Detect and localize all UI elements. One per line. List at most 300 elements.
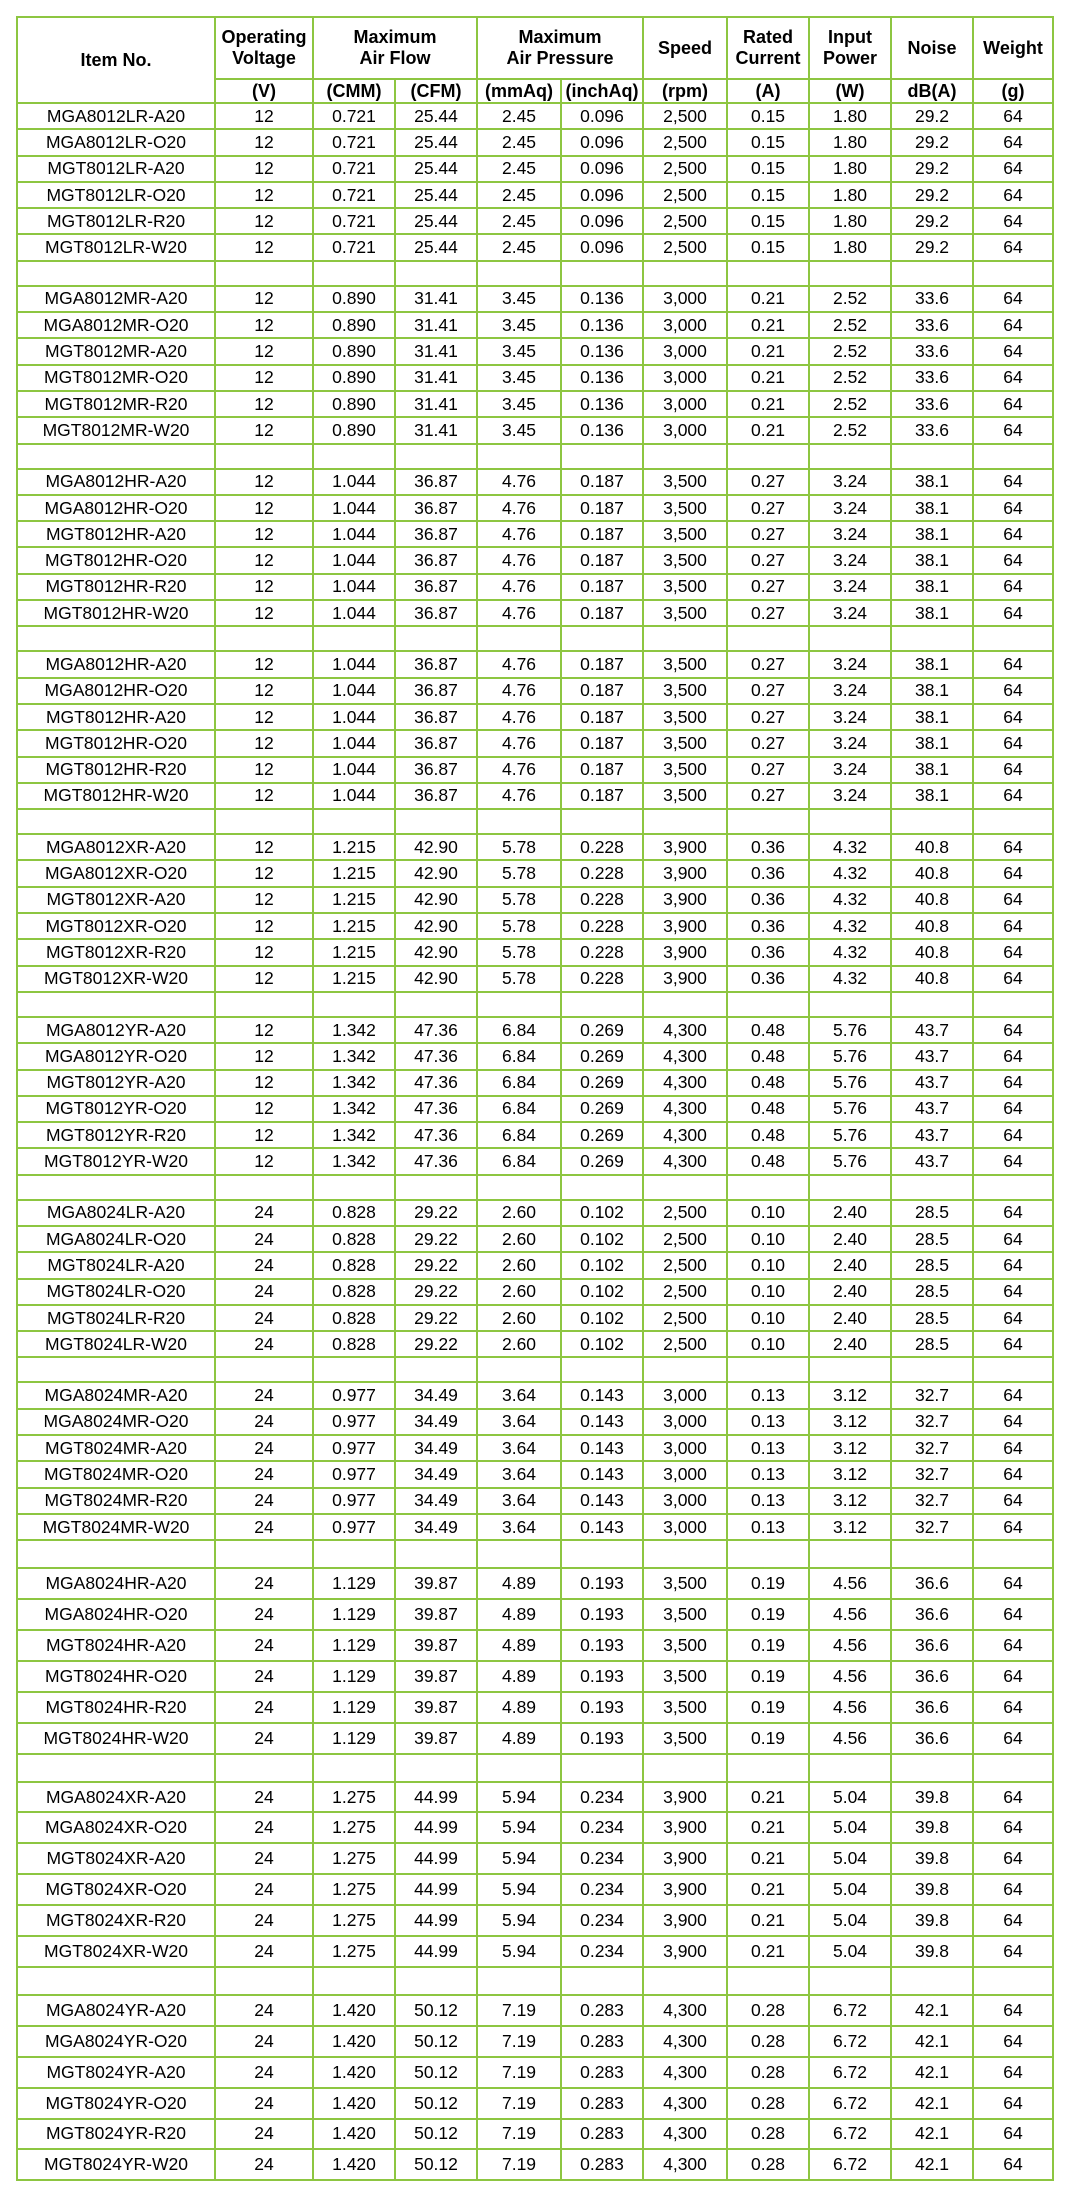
- rpm-cell: 2,500: [643, 1226, 727, 1252]
- voltage-cell: 12: [215, 1070, 313, 1096]
- power-cell: 2.40: [809, 1200, 891, 1226]
- rpm-cell: 3,900: [643, 1874, 727, 1905]
- item-no-cell: MGT8012MR-W20: [17, 417, 215, 443]
- table-row: [17, 1148, 1053, 1174]
- table-row: [17, 2026, 1053, 2057]
- rpm-cell: 4,300: [643, 1122, 727, 1148]
- cmm-cell: 0.977: [313, 1461, 395, 1487]
- cfm-cell: 50.12: [395, 2149, 477, 2180]
- inchaq-cell: 0.096: [561, 208, 643, 234]
- noise-cell: 40.8: [891, 939, 973, 965]
- mmaq-cell: 4.76: [477, 704, 561, 730]
- table-row: [17, 338, 1053, 364]
- item-no-cell: MGT8024YR-R20: [17, 2119, 215, 2150]
- voltage-cell: 24: [215, 1843, 313, 1874]
- power-cell: 3.24: [809, 704, 891, 730]
- mmaq-cell: 7.19: [477, 2088, 561, 2119]
- spacer-cell: [477, 992, 561, 1017]
- voltage-cell: 24: [215, 1995, 313, 2026]
- mmaq-cell: 4.76: [477, 600, 561, 626]
- cmm-cell: 1.129: [313, 1599, 395, 1630]
- weight-cell: 64: [973, 1692, 1053, 1723]
- rpm-cell: 3,900: [643, 1905, 727, 1936]
- noise-cell: 42.1: [891, 2149, 973, 2180]
- voltage-cell: 12: [215, 312, 313, 338]
- mmaq-cell: 2.60: [477, 1252, 561, 1278]
- power-cell: 4.32: [809, 887, 891, 913]
- rpm-cell: 3,000: [643, 312, 727, 338]
- weight-cell: 64: [973, 966, 1053, 992]
- inchaq-cell: 0.228: [561, 913, 643, 939]
- noise-cell: 28.5: [891, 1331, 973, 1357]
- rpm-cell: 3,500: [643, 678, 727, 704]
- cfm-cell: 25.44: [395, 208, 477, 234]
- current-cell: 0.28: [727, 2119, 809, 2150]
- current-cell: 0.48: [727, 1148, 809, 1174]
- voltage-cell: 12: [215, 834, 313, 860]
- spacer-cell: [313, 261, 395, 286]
- noise-cell: 29.2: [891, 208, 973, 234]
- weight-cell: 64: [973, 286, 1053, 312]
- mmaq-cell: 4.89: [477, 1661, 561, 1692]
- power-cell: 3.24: [809, 651, 891, 677]
- cmm-cell: 1.044: [313, 783, 395, 809]
- rpm-cell: 3,000: [643, 1435, 727, 1461]
- item-no-cell: MGT8012XR-O20: [17, 913, 215, 939]
- voltage-cell: 12: [215, 103, 313, 129]
- table-row: [17, 783, 1053, 809]
- weight-cell: 64: [973, 1488, 1053, 1514]
- power-cell: 2.40: [809, 1279, 891, 1305]
- item-no-cell: MGA8024XR-A20: [17, 1782, 215, 1813]
- weight-cell: 64: [973, 495, 1053, 521]
- cfm-cell: 42.90: [395, 966, 477, 992]
- power-cell: 5.76: [809, 1148, 891, 1174]
- cmm-cell: 0.890: [313, 365, 395, 391]
- unit-inchaq: (inchAq): [561, 79, 643, 103]
- spacer-cell: [395, 444, 477, 469]
- spacer-cell: [727, 626, 809, 651]
- current-cell: 0.27: [727, 704, 809, 730]
- cmm-cell: 0.828: [313, 1252, 395, 1278]
- inchaq-cell: 0.136: [561, 365, 643, 391]
- noise-cell: 36.6: [891, 1692, 973, 1723]
- mmaq-cell: 3.64: [477, 1435, 561, 1461]
- noise-cell: 43.7: [891, 1096, 973, 1122]
- weight-cell: 64: [973, 1122, 1053, 1148]
- rpm-cell: 3,000: [643, 1488, 727, 1514]
- noise-cell: 28.5: [891, 1305, 973, 1331]
- inchaq-cell: 0.228: [561, 966, 643, 992]
- weight-cell: 64: [973, 1599, 1053, 1630]
- cmm-cell: 1.215: [313, 913, 395, 939]
- weight-cell: 64: [973, 757, 1053, 783]
- item-no-cell: MGA8024HR-O20: [17, 1599, 215, 1630]
- rpm-cell: 2,500: [643, 1279, 727, 1305]
- spacer-cell: [891, 1175, 973, 1200]
- spacer-cell: [477, 1175, 561, 1200]
- item-no-cell: MGA8012LR-O20: [17, 129, 215, 155]
- current-cell: 0.36: [727, 939, 809, 965]
- noise-cell: 43.7: [891, 1070, 973, 1096]
- spacer-cell: [809, 1754, 891, 1782]
- power-cell: 1.80: [809, 182, 891, 208]
- power-cell: 3.24: [809, 521, 891, 547]
- cfm-cell: 47.36: [395, 1017, 477, 1043]
- cmm-cell: 0.977: [313, 1514, 395, 1540]
- table-row: [17, 1252, 1053, 1278]
- voltage-cell: 24: [215, 1568, 313, 1599]
- weight-cell: 64: [973, 678, 1053, 704]
- inchaq-cell: 0.283: [561, 1995, 643, 2026]
- spacer-cell: [395, 1967, 477, 1995]
- table-row: [17, 1568, 1053, 1599]
- weight-cell: 64: [973, 1017, 1053, 1043]
- current-cell: 0.27: [727, 469, 809, 495]
- header-pressure: Maximum Air Pressure: [477, 17, 643, 79]
- noise-cell: 33.6: [891, 417, 973, 443]
- noise-cell: 33.6: [891, 391, 973, 417]
- mmaq-cell: 5.78: [477, 834, 561, 860]
- spacer-cell: [643, 261, 727, 286]
- weight-cell: 64: [973, 129, 1053, 155]
- current-cell: 0.21: [727, 312, 809, 338]
- weight-cell: 64: [973, 1070, 1053, 1096]
- mmaq-cell: 7.19: [477, 2057, 561, 2088]
- mmaq-cell: 4.76: [477, 678, 561, 704]
- cmm-cell: 1.044: [313, 678, 395, 704]
- inchaq-cell: 0.187: [561, 757, 643, 783]
- spacer-cell: [891, 444, 973, 469]
- table-row: [17, 1874, 1053, 1905]
- table-row: [17, 1843, 1053, 1874]
- power-cell: 6.72: [809, 1995, 891, 2026]
- cfm-cell: 50.12: [395, 2057, 477, 2088]
- cfm-cell: 34.49: [395, 1514, 477, 1540]
- inchaq-cell: 0.283: [561, 2088, 643, 2119]
- cmm-cell: 1.275: [313, 1936, 395, 1967]
- weight-cell: 64: [973, 1461, 1053, 1487]
- weight-cell: 64: [973, 1661, 1053, 1692]
- power-cell: 3.12: [809, 1382, 891, 1408]
- item-no-cell: MGA8024YR-A20: [17, 1995, 215, 2026]
- rpm-cell: 3,500: [643, 1661, 727, 1692]
- inchaq-cell: 0.187: [561, 469, 643, 495]
- power-cell: 3.24: [809, 547, 891, 573]
- voltage-cell: 24: [215, 1812, 313, 1843]
- weight-cell: 64: [973, 834, 1053, 860]
- spacer-cell: [727, 1357, 809, 1382]
- spacer-cell: [561, 1540, 643, 1568]
- noise-cell: 29.2: [891, 156, 973, 182]
- inchaq-cell: 0.187: [561, 678, 643, 704]
- inchaq-cell: 0.096: [561, 129, 643, 155]
- cfm-cell: 36.87: [395, 521, 477, 547]
- rpm-cell: 2,500: [643, 182, 727, 208]
- weight-cell: 64: [973, 1723, 1053, 1754]
- voltage-cell: 12: [215, 156, 313, 182]
- cfm-cell: 31.41: [395, 417, 477, 443]
- spacer-cell: [727, 1540, 809, 1568]
- header-airflow: Maximum Air Flow: [313, 17, 477, 79]
- rpm-cell: 3,500: [643, 1568, 727, 1599]
- noise-cell: 42.1: [891, 2057, 973, 2088]
- current-cell: 0.21: [727, 391, 809, 417]
- weight-cell: 64: [973, 1435, 1053, 1461]
- table-row: [17, 1936, 1053, 1967]
- rpm-cell: 3,900: [643, 913, 727, 939]
- current-cell: 0.36: [727, 966, 809, 992]
- table-row: [17, 1200, 1053, 1226]
- table-row: [17, 887, 1053, 913]
- spacer-cell: [973, 1357, 1053, 1382]
- rpm-cell: 3,900: [643, 1843, 727, 1874]
- item-no-cell: MGA8012HR-A20: [17, 469, 215, 495]
- noise-cell: 38.1: [891, 730, 973, 756]
- noise-cell: 36.6: [891, 1723, 973, 1754]
- inchaq-cell: 0.283: [561, 2149, 643, 2180]
- table-row: [17, 2057, 1053, 2088]
- noise-cell: 42.1: [891, 2026, 973, 2057]
- power-cell: 3.24: [809, 495, 891, 521]
- rpm-cell: 3,900: [643, 966, 727, 992]
- table-row: [17, 1226, 1053, 1252]
- inchaq-cell: 0.187: [561, 600, 643, 626]
- spacer-cell: [973, 1175, 1053, 1200]
- inchaq-cell: 0.193: [561, 1630, 643, 1661]
- mmaq-cell: 4.89: [477, 1723, 561, 1754]
- spacer-cell: [215, 1967, 313, 1995]
- item-no-cell: MGT8024MR-W20: [17, 1514, 215, 1540]
- spacer-cell: [395, 1175, 477, 1200]
- item-no-cell: MGA8012MR-O20: [17, 312, 215, 338]
- noise-cell: 32.7: [891, 1435, 973, 1461]
- cfm-cell: 50.12: [395, 2119, 477, 2150]
- noise-cell: 32.7: [891, 1409, 973, 1435]
- table-row: [17, 1331, 1053, 1357]
- spacer-cell: [891, 1357, 973, 1382]
- current-cell: 0.28: [727, 2057, 809, 2088]
- inchaq-cell: 0.193: [561, 1723, 643, 1754]
- item-no-cell: MGT8024LR-R20: [17, 1305, 215, 1331]
- spacer-cell: [727, 1754, 809, 1782]
- cfm-cell: 25.44: [395, 234, 477, 260]
- cfm-cell: 44.99: [395, 1843, 477, 1874]
- mmaq-cell: 3.45: [477, 417, 561, 443]
- table-row: [17, 1017, 1053, 1043]
- inchaq-cell: 0.234: [561, 1782, 643, 1813]
- cmm-cell: 0.890: [313, 391, 395, 417]
- spacer-cell: [477, 1357, 561, 1382]
- cmm-cell: 1.044: [313, 495, 395, 521]
- cmm-cell: 1.275: [313, 1874, 395, 1905]
- current-cell: 0.10: [727, 1279, 809, 1305]
- power-cell: 4.32: [809, 966, 891, 992]
- voltage-cell: 24: [215, 2026, 313, 2057]
- table-row: [17, 1692, 1053, 1723]
- inchaq-cell: 0.234: [561, 1905, 643, 1936]
- voltage-cell: 12: [215, 913, 313, 939]
- voltage-cell: 24: [215, 1461, 313, 1487]
- voltage-cell: 12: [215, 129, 313, 155]
- table-row: [17, 1812, 1053, 1843]
- cmm-cell: 1.342: [313, 1122, 395, 1148]
- mmaq-cell: 3.64: [477, 1382, 561, 1408]
- spacer-cell: [215, 809, 313, 834]
- weight-cell: 64: [973, 1252, 1053, 1278]
- table-row: [17, 1782, 1053, 1813]
- rpm-cell: 3,900: [643, 939, 727, 965]
- power-cell: 3.24: [809, 730, 891, 756]
- inchaq-cell: 0.187: [561, 547, 643, 573]
- item-no-cell: MGA8012HR-O20: [17, 495, 215, 521]
- voltage-cell: 12: [215, 286, 313, 312]
- rpm-cell: 3,500: [643, 495, 727, 521]
- spacer-cell: [809, 809, 891, 834]
- item-no-cell: MGT8024HR-R20: [17, 1692, 215, 1723]
- mmaq-cell: 3.64: [477, 1461, 561, 1487]
- voltage-cell: 24: [215, 1661, 313, 1692]
- cfm-cell: 39.87: [395, 1599, 477, 1630]
- spacer-cell: [313, 1357, 395, 1382]
- inchaq-cell: 0.102: [561, 1200, 643, 1226]
- weight-cell: 64: [973, 312, 1053, 338]
- power-cell: 5.04: [809, 1905, 891, 1936]
- table-row: [17, 312, 1053, 338]
- spacer-cell: [215, 1540, 313, 1568]
- unit-rpm: (rpm): [643, 79, 727, 103]
- spacer-cell: [809, 626, 891, 651]
- mmaq-cell: 2.45: [477, 103, 561, 129]
- current-cell: 0.19: [727, 1692, 809, 1723]
- cfm-cell: 47.36: [395, 1148, 477, 1174]
- cmm-cell: 1.215: [313, 887, 395, 913]
- table-row: [17, 1723, 1053, 1754]
- inchaq-cell: 0.234: [561, 1843, 643, 1874]
- cfm-cell: 29.22: [395, 1305, 477, 1331]
- spacer-cell: [477, 1540, 561, 1568]
- table-row: [17, 103, 1053, 129]
- rpm-cell: 3,000: [643, 338, 727, 364]
- spacer-cell: [477, 809, 561, 834]
- spacer-cell: [477, 444, 561, 469]
- cmm-cell: 1.044: [313, 651, 395, 677]
- table-row: [17, 234, 1053, 260]
- current-cell: 0.10: [727, 1200, 809, 1226]
- noise-cell: 38.1: [891, 521, 973, 547]
- power-cell: 2.40: [809, 1226, 891, 1252]
- power-cell: 6.72: [809, 2088, 891, 2119]
- cmm-cell: 0.977: [313, 1409, 395, 1435]
- rpm-cell: 2,500: [643, 156, 727, 182]
- spacer-cell: [313, 809, 395, 834]
- cmm-cell: 0.721: [313, 103, 395, 129]
- power-cell: 6.72: [809, 2026, 891, 2057]
- spacer-cell: [891, 1754, 973, 1782]
- voltage-cell: 12: [215, 1017, 313, 1043]
- cmm-cell: 1.275: [313, 1905, 395, 1936]
- voltage-cell: 12: [215, 600, 313, 626]
- noise-cell: 40.8: [891, 966, 973, 992]
- table-row: [17, 417, 1053, 443]
- cmm-cell: 1.129: [313, 1568, 395, 1599]
- table-row: [17, 834, 1053, 860]
- spacer-cell: [17, 1175, 215, 1200]
- item-no-cell: MGA8024XR-O20: [17, 1812, 215, 1843]
- mmaq-cell: 5.78: [477, 887, 561, 913]
- weight-cell: 64: [973, 1843, 1053, 1874]
- header-speed: Speed: [643, 17, 727, 79]
- noise-cell: 28.5: [891, 1252, 973, 1278]
- cfm-cell: 36.87: [395, 730, 477, 756]
- voltage-cell: 12: [215, 783, 313, 809]
- item-no-cell: MGA8024MR-A20: [17, 1382, 215, 1408]
- cfm-cell: 29.22: [395, 1252, 477, 1278]
- current-cell: 0.13: [727, 1461, 809, 1487]
- power-cell: 2.52: [809, 338, 891, 364]
- mmaq-cell: 4.89: [477, 1599, 561, 1630]
- voltage-cell: 12: [215, 730, 313, 756]
- cmm-cell: 0.977: [313, 1435, 395, 1461]
- cfm-cell: 36.87: [395, 757, 477, 783]
- spacer-cell: [395, 261, 477, 286]
- current-cell: 0.13: [727, 1435, 809, 1461]
- cmm-cell: 0.890: [313, 312, 395, 338]
- cmm-cell: 1.129: [313, 1692, 395, 1723]
- rpm-cell: 3,900: [643, 1812, 727, 1843]
- mmaq-cell: 7.19: [477, 2149, 561, 2180]
- weight-cell: 64: [973, 2088, 1053, 2119]
- item-no-cell: MGA8012XR-A20: [17, 834, 215, 860]
- item-no-cell: MGT8012LR-O20: [17, 182, 215, 208]
- item-no-cell: MGT8024YR-A20: [17, 2057, 215, 2088]
- item-no-cell: MGT8012YR-R20: [17, 1122, 215, 1148]
- spacer-cell: [313, 444, 395, 469]
- item-no-cell: MGT8012LR-W20: [17, 234, 215, 260]
- inchaq-cell: 0.136: [561, 312, 643, 338]
- weight-cell: 64: [973, 417, 1053, 443]
- cmm-cell: 1.129: [313, 1723, 395, 1754]
- table-row: [17, 2149, 1053, 2180]
- voltage-cell: 24: [215, 1782, 313, 1813]
- header-weight: Weight: [973, 17, 1053, 79]
- current-cell: 0.15: [727, 129, 809, 155]
- power-cell: 1.80: [809, 234, 891, 260]
- cfm-cell: 36.87: [395, 574, 477, 600]
- voltage-cell: 12: [215, 208, 313, 234]
- weight-cell: 64: [973, 1812, 1053, 1843]
- spacer-cell: [891, 626, 973, 651]
- spacer-cell: [215, 1175, 313, 1200]
- inchaq-cell: 0.136: [561, 391, 643, 417]
- noise-cell: 43.7: [891, 1043, 973, 1069]
- rpm-cell: 2,500: [643, 1331, 727, 1357]
- weight-cell: 64: [973, 547, 1053, 573]
- cmm-cell: 1.342: [313, 1043, 395, 1069]
- unit-dba: dB(A): [891, 79, 973, 103]
- current-cell: 0.27: [727, 678, 809, 704]
- voltage-cell: 12: [215, 391, 313, 417]
- mmaq-cell: 5.94: [477, 1843, 561, 1874]
- cmm-cell: 0.977: [313, 1488, 395, 1514]
- current-cell: 0.15: [727, 103, 809, 129]
- noise-cell: 32.7: [891, 1461, 973, 1487]
- spacer-cell: [891, 261, 973, 286]
- noise-cell: 38.1: [891, 651, 973, 677]
- mmaq-cell: 4.76: [477, 757, 561, 783]
- current-cell: 0.21: [727, 1843, 809, 1874]
- cmm-cell: 0.721: [313, 182, 395, 208]
